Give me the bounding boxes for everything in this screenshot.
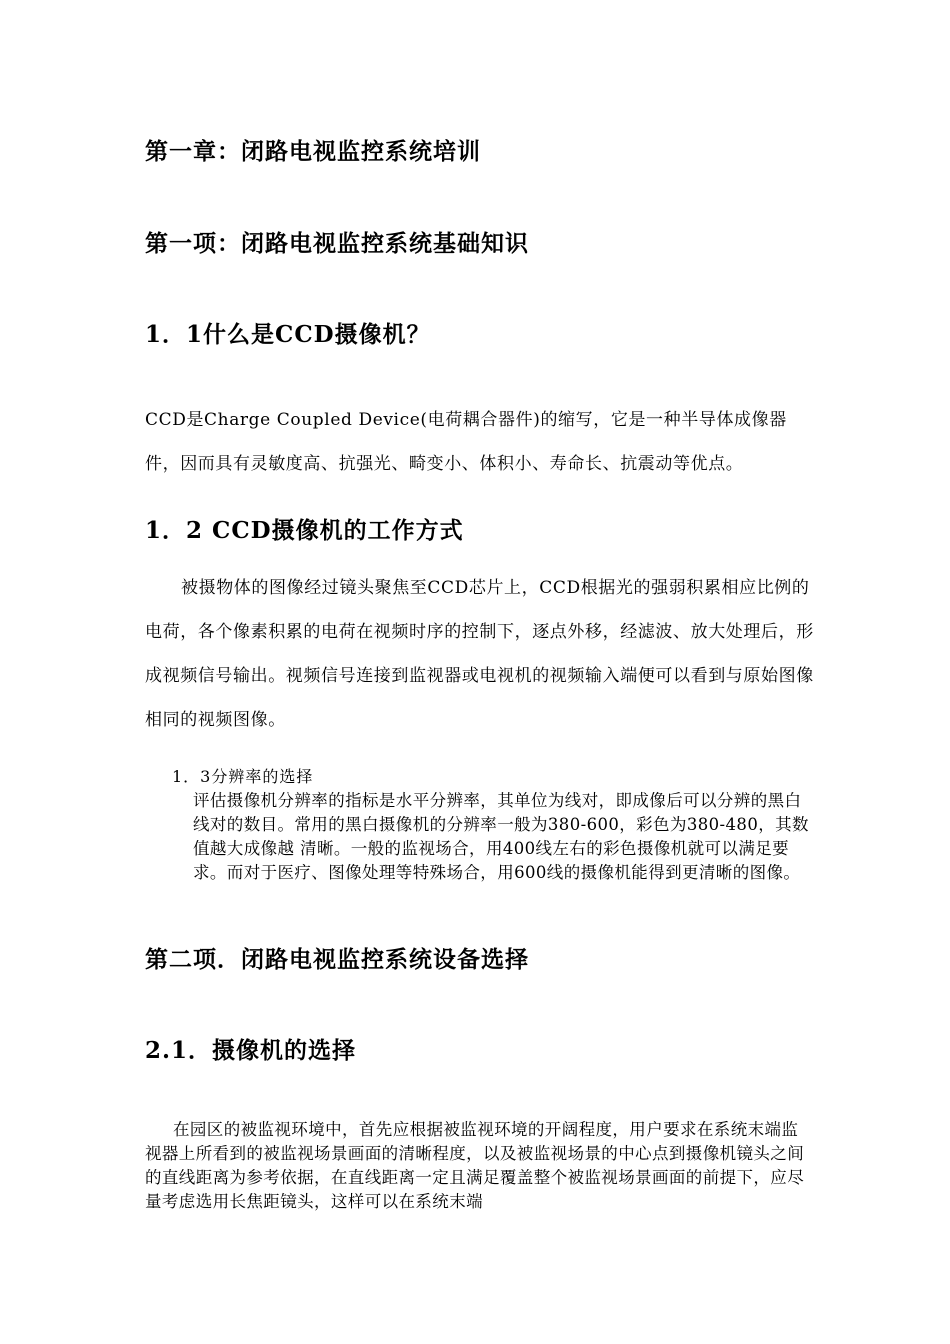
subsection-1-3-title: 1．3分辨率的选择: [172, 767, 314, 786]
chapter-title: 第一章：闭路电视监控系统培训: [145, 138, 481, 165]
section-2-title: 第二项．闭路电视监控系统设备选择: [145, 946, 529, 973]
subsection-1-3-body: 评估摄像机分辨率的指标是水平分辨率，其单位为线对，即成像后可以分辨的黑白线对的数目。常用的黑白摄像机的分辨率一般为380-600，彩色为380-480，其数值越大成像越 清晰。一般的监视场合，用400线左右的彩色摄像机就可以满足要求。而对于医疗、图像处理等特殊场合，用600线的摄像机能得到更清晰的图像。: [193, 791, 809, 882]
subsection-1-2-body: 被摄物体的图像经过镜头聚焦至CCD芯片上，CCD根据光的强弱积累相应比例的电荷，各个像素积累的电荷在视频时序的控制下，逐点外移，经滤波、放大处理后，形成视频信号输出。视频信号连接到监视器或电视机的视频输入端便可以看到与原始图像相同的视频图像。: [145, 578, 814, 730]
subsection-1-1-body: CCD是Charge Coupled Device(电荷耦合器件)的缩写，它是一种半导体成像器件，因而具有灵敏度高、抗强光、畸变小、体积小、寿命长、抗震动等优点。: [145, 410, 787, 474]
subsection-2-1-title: 2.1．摄像机的选择: [145, 1037, 357, 1064]
section-1-title: 第一项：闭路电视监控系统基础知识: [145, 230, 529, 257]
subsection-1-1-title: 1．1什么是CCD摄像机？: [145, 321, 431, 348]
subsection-1-2-title: 1．2 CCD摄像机的工作方式: [145, 517, 464, 544]
subsection-2-1-body: 在园区的被监视环境中，首先应根据被监视环境的开阔程度，用户要求在系统末端监视器上所看到的被监视场景画面的清晰程度，以及被监视场景的中心点到摄像机镜头之间的直线距离为参考依据，在直线距离一定且满足覆盖整个被监视场景画面的前提下，应尽量考虑选用长焦距镜头，这样可以在系统末端: [145, 1120, 805, 1211]
